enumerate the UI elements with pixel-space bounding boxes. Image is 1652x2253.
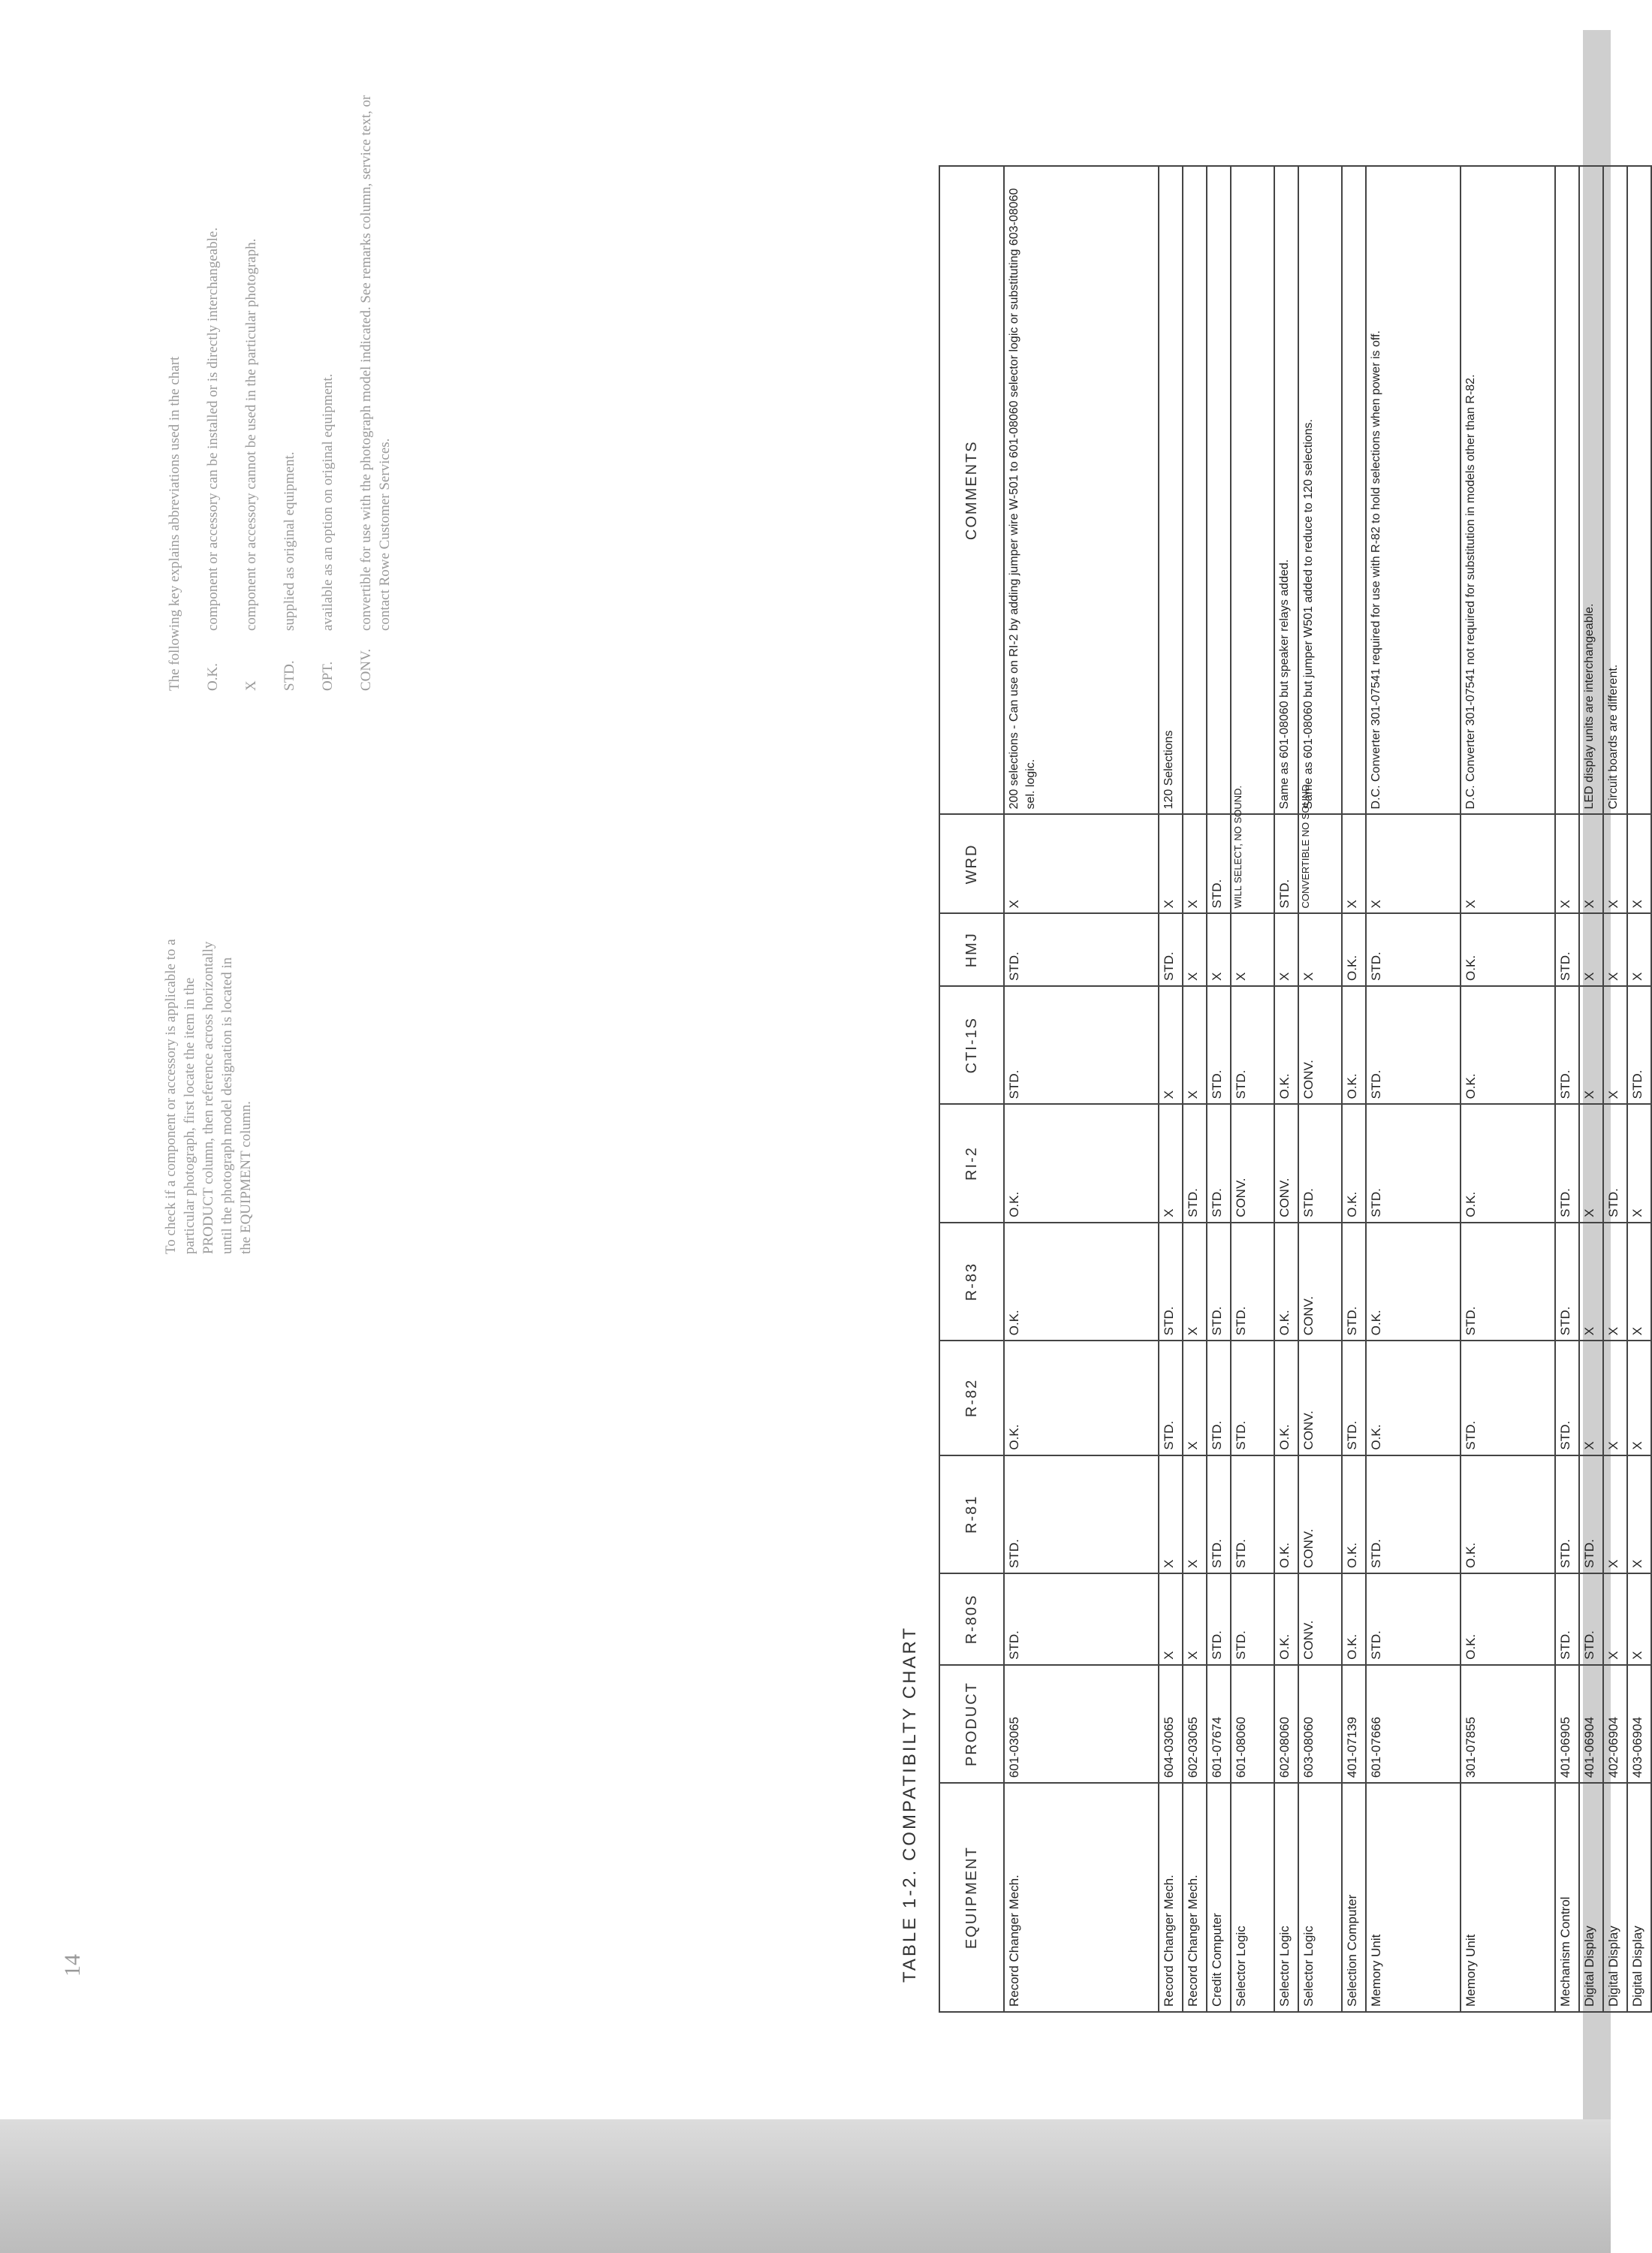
table-row: Memory Unit 301-07855 O.K. O.K. STD. STD. O.K. O.K. O.K. X D.C. Converter 301-07541 not required for substitution in models other than R-82.: [1461, 166, 1555, 2012]
key-item: STD. supplied as original equipment.: [282, 451, 297, 691]
table-row: Record Changer Mech. 604-03065 X X STD. STD. X X STD. X 120 Selections: [1159, 166, 1183, 2012]
table-row: Selection Computer 401-07139 O.K. O.K. STD. STD. O.K. O.K. O.K. X: [1342, 166, 1366, 2012]
header-cell: R-82: [939, 1341, 1004, 1455]
table-row: Record Changer Mech. 601-03065 STD. STD. O.K. O.K. O.K. STD. STD. X 200 selections - Can use on RI-2 by adding jumper wire W-501 to 601-08060 selector logic or substituting 603-08060 sel. logic.: [1004, 166, 1159, 2012]
table-title: TABLE 1-2. COMPATIBILTY CHART: [900, 1625, 920, 1983]
table-row: Memory Unit 601-07666 STD. STD. O.K. O.K. STD. STD. STD. X D.C. Converter 301-07541 required for use with R-82 to hold selections when power is off.: [1366, 166, 1461, 2012]
scan-bottom-shadow: [0, 2119, 1611, 2253]
header-cell: COMMENTS: [939, 166, 1004, 814]
table-row: Selector Logic 603-08060 CONV. CONV. CONV. CONV. STD. CONV. X CONVERTIBLE NO SOUND. Same as 601-08060 but jumper W501 added to reduce to 120 selections.: [1298, 166, 1342, 2012]
compatibility-table: [939, 165, 1652, 2013]
table-row: Selector Logic 601-08060 STD. STD. STD. STD. CONV. STD. X WILL SELECT, NO SOUND.: [1231, 166, 1274, 2012]
header-cell: R-80S: [939, 1573, 1004, 1665]
table-row: Digital Display 401-06904 STD. STD. X X X X X X LED display units are interchangeable.: [1579, 166, 1603, 2012]
header-cell: R-81: [939, 1455, 1004, 1573]
header-cell: CTI-1S: [939, 986, 1004, 1104]
table-row: Credit Computer 601-07674 STD. STD. STD. STD. STD. STD. X STD.: [1207, 166, 1231, 2012]
header-cell: HMJ: [939, 913, 1004, 985]
header-cell: EQUIPMENT: [939, 1783, 1004, 2012]
table-row: Selector Logic 602-08060 O.K. O.K. O.K. O.K. CONV. O.K. X STD. Same as 601-08060 but speaker relays added.: [1274, 166, 1298, 2012]
key-item: O.K. component or accessory can be installed or is directly interchangeable.: [205, 227, 221, 691]
table-row: Mechanism Control 401-06905 STD. STD. STD. STD. STD. STD. STD. X: [1555, 166, 1579, 2012]
key-item: CONV. convertible for use with the photograph model indicated. See remarks column, service text, or contact Rowe Customer Services.: [358, 95, 393, 691]
table-header-row: [939, 166, 1004, 2012]
header-cell: RI-2: [939, 1104, 1004, 1222]
table-row: Digital Display 403-06904 X X X X X STD. X X: [1627, 166, 1651, 2012]
abbreviation-key: [165, 75, 414, 691]
header-cell: R-83: [939, 1223, 1004, 1341]
key-item: OPT. available as an option on original equipment.: [320, 373, 336, 691]
header-cell: WRD: [939, 814, 1004, 913]
table-row: Record Changer Mech. 602-03065 X X X X STD. X X X: [1183, 166, 1207, 2012]
key-item: X component or accessory cannot be used in the particular photograph.: [243, 238, 259, 691]
key-heading: The following key explains abbreviations used in the chart: [167, 356, 182, 691]
header-cell: PRODUCT: [939, 1665, 1004, 1783]
table-row: Digital Display 402-06904 X X X X STD. X X X Circuit boards are different.: [1603, 166, 1627, 2012]
intro-paragraph: To check if a component or accessory is applicable to a particular photograph, first locate the item in the PRODUCT column, then reference across horizontally until the photograph model designation is located in the EQUIPMENT column.: [163, 939, 254, 1254]
page-number: 14: [60, 1954, 85, 1977]
